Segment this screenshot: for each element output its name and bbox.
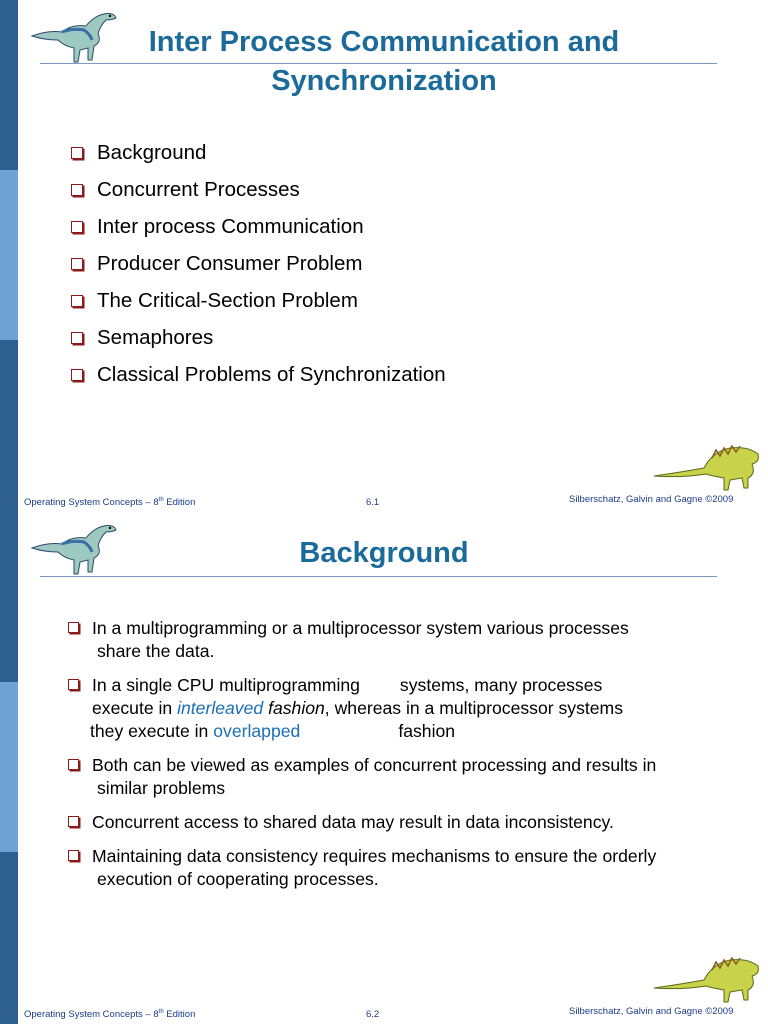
checkbox-bullet-icon xyxy=(68,759,79,770)
footer-page-number: 6.2 xyxy=(366,1009,380,1020)
list-item: Producer Consumer Problem xyxy=(71,252,446,289)
list-item: In a multiprogramming or a multiprocessor system various processes share the data. xyxy=(68,617,748,663)
list-item: Background xyxy=(71,141,446,178)
footer-authors: Silberschatz, Galvin and Gagne ©2009 xyxy=(569,494,734,505)
checkbox-bullet-icon xyxy=(71,184,83,196)
slide-title-line-2: Synchronization xyxy=(271,65,497,97)
list-item: In a single CPU multiprogramming systems, many processes execute in interleaved fashion, whereas in a multiprocessor systems they execute in overlapped fashion xyxy=(68,674,748,743)
slide-2 xyxy=(0,512,768,1024)
dinosaur-icon xyxy=(652,950,762,1004)
title-divider xyxy=(40,576,717,577)
list-item: Concurrent Processes xyxy=(71,178,446,215)
slide-title-line-1: Inter Process Communication and xyxy=(148,26,620,58)
footer-book-title: Operating System Concepts – 8th Edition xyxy=(24,1009,196,1021)
list-item: The Critical-Section Problem xyxy=(71,289,446,326)
checkbox-bullet-icon xyxy=(68,679,79,690)
checkbox-bullet-icon xyxy=(71,295,83,307)
checkbox-bullet-icon xyxy=(71,369,83,381)
list-item: Inter process Communication xyxy=(71,215,446,252)
list-item: Classical Problems of Synchronization xyxy=(71,363,446,400)
checkbox-bullet-icon xyxy=(68,622,79,633)
slide-title: Background xyxy=(299,537,469,569)
footer-book-title: Operating System Concepts – 8th Edition xyxy=(24,497,196,509)
checkbox-bullet-icon xyxy=(71,147,83,159)
checkbox-bullet-icon xyxy=(68,850,79,861)
list-item: Semaphores xyxy=(71,326,446,363)
footer-authors: Silberschatz, Galvin and Gagne ©2009 xyxy=(569,1006,734,1017)
footer-page-number: 6.1 xyxy=(366,497,380,508)
bullet-list xyxy=(68,617,748,891)
checkbox-bullet-icon xyxy=(68,816,79,827)
checkbox-bullet-icon xyxy=(71,332,83,344)
list-item: Maintaining data consistency requires mechanisms to ensure the orderly execution of cooperating processes. xyxy=(68,845,748,891)
dinosaur-icon xyxy=(652,438,762,492)
checkbox-bullet-icon xyxy=(71,258,83,270)
list-item: Concurrent access to shared data may result in data inconsistency. xyxy=(68,811,748,834)
list-item: Both can be viewed as examples of concurrent processing and results in similar problems xyxy=(68,754,748,800)
checkbox-bullet-icon xyxy=(71,221,83,233)
topic-list xyxy=(71,141,446,400)
